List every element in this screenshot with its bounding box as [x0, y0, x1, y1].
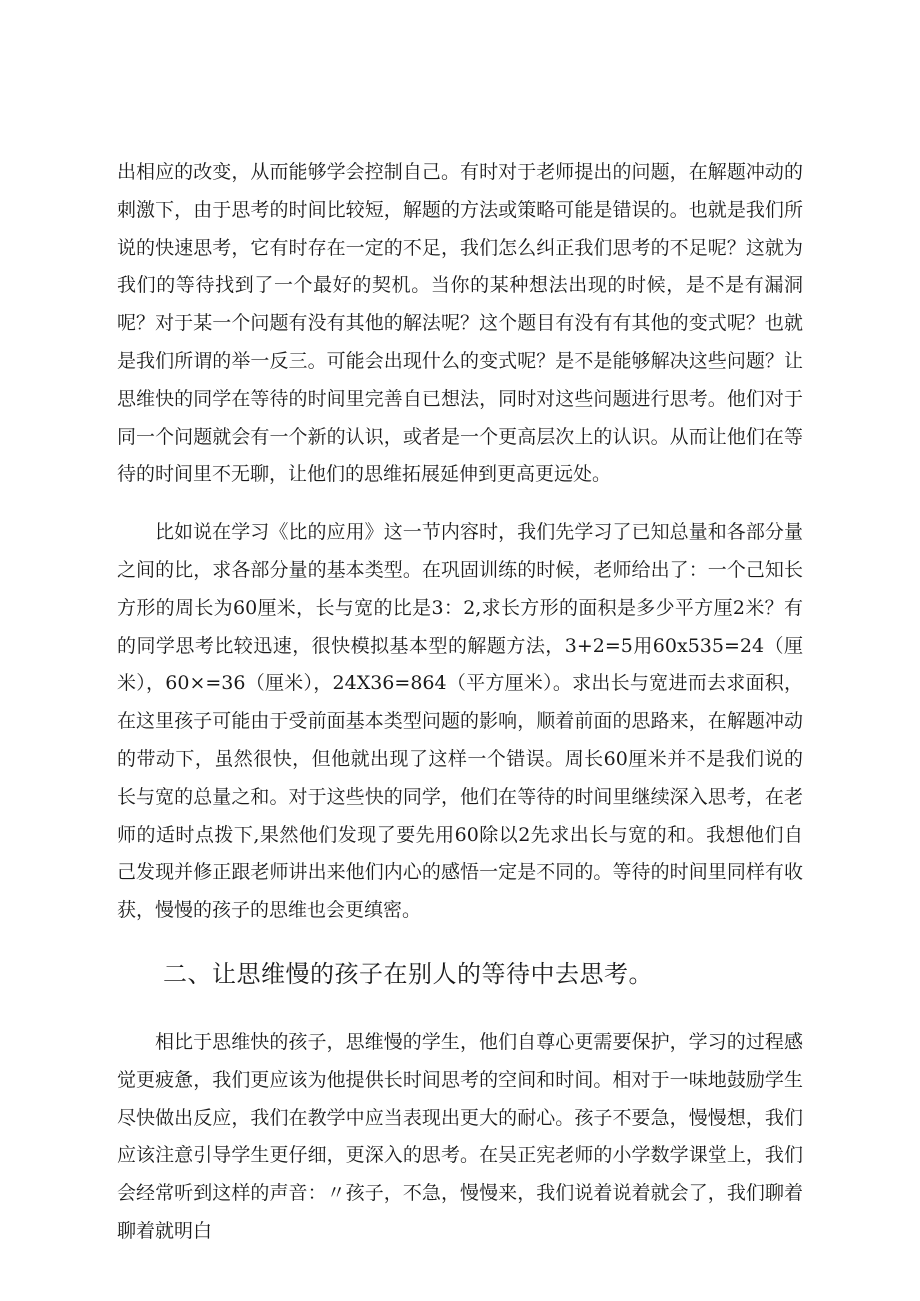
paragraph-example: 比如说在学习《比的应用》这一节内容时，我们先学习了已知总量和各部分量之间的比，求各部分量的基本类型。在巩固训练的时候，老师给出了：一个己知长方形的周长为60厘米，长与宽的比是3：2,求长方形的面积是多少平方厘2米？有的同学思考比较迅速，很快模拟基本型的解题方法，3+2=5用60x535=24（厘米），60×=36（厘米），24X36=864（平方厘米）。求出长与宽进而去求面积，在这里孩子可能由于受前面基本类型问题的影响，顺着前面的思路来，在解题冲动的带动下，虽然很快，但他就出现了这样一个错误。周长60厘米并不是我们说的长与宽的总量之和。对于这些快的同学，他们在等待的时间里继续深入思考，在老师的适时点拨下,果然他们发现了要先用60除以2先求出长与宽的和。我想他们自己发现并修正跟老师讲出来他们内心的感悟一定是不同的。等待的时间里同样有收获，慢慢的孩子的思维也会更缜密。 [117, 521, 803, 922]
paragraph-slow-thinkers: 相比于思维快的孩子，思维慢的学生，他们自尊心更需要保护，学习的过程感觉更疲惫，我们更应该为他提供长时间思考的空间和时间。相对于一味地鼓励学生尽快做出反应，我们在教学中应当表现出更大的耐心。孩子不要急，慢慢想，我们应该注意引导学生更仔细，更深入的思考。在吴正宪老师的小学数学课堂上，我们会经常听到这样的声音：〃孩子，不急，慢慢来，我们说着说着就会了，我们聊着聊着就明白 [117, 1030, 803, 1242]
paragraph-continuation: 出相应的改变，从而能够学会控制自己。有时对于老师提出的问题，在解题冲动的刺激下，由于思考的时间比较短，解题的方法或策略可能是错误的。也就是我们所说的快速思考，它有时存在一定的不足，我们怎么纠正我们思考的不足呢？这就为我们的等待找到了一个最好的契机。当你的某种想法出现的时候，是不是有漏洞呢？对于某一个问题有没有其他的解法呢？这个题目有没有有其他的变式呢？也就是我们所谓的举一反三。可能会出现什么的变式呢？是不是能够解决这些问题？让思维快的同学在等待的时间里完善自已想法，同时对这些问题进行思考。他们对于同一个问题就会有一个新的认识，或者是一个更高层次上的认识。从而让他们在等待的时间里不无聊，让他们的思维拓展延伸到更高更远处。 [117, 161, 803, 486]
document-body [117, 154, 803, 1251]
section-heading: 二、让思维慢的孩子在别人的等待中去思考。 [163, 959, 653, 988]
